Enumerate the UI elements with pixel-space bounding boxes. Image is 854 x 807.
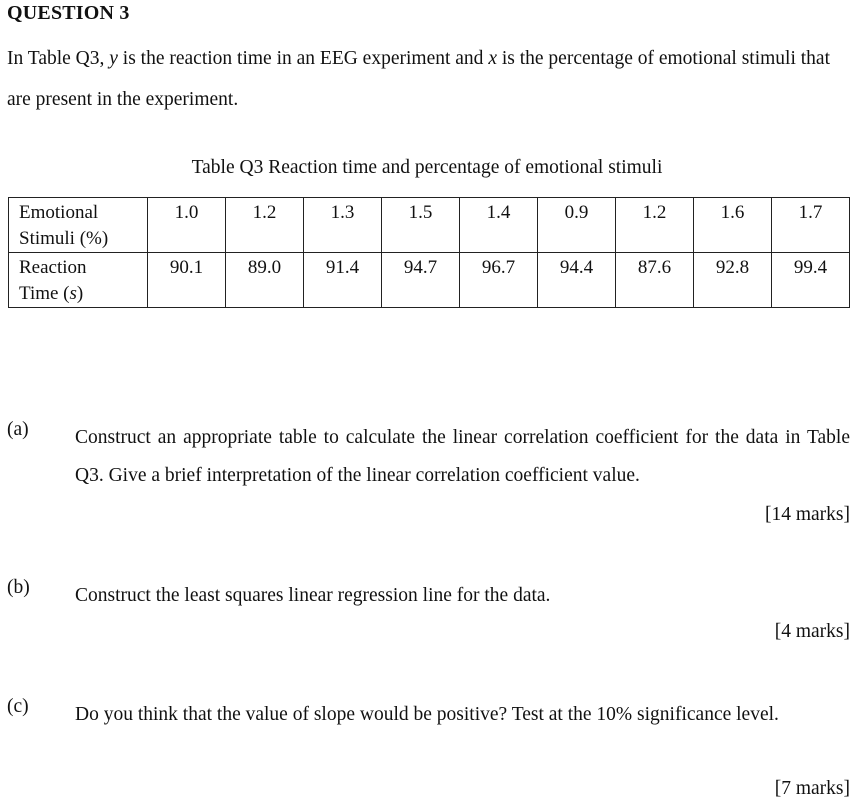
table-cell: 1.3 <box>304 198 382 253</box>
intro-text-3: is the percentage of emotional stimuli that are present in the experiment. <box>7 48 831 110</box>
table-cell: 90.1 <box>148 253 226 308</box>
table-row-reaction-time <box>9 253 850 308</box>
row-label-line1: Reaction <box>19 257 87 278</box>
part-c-marks: [7 marks] <box>774 778 850 799</box>
var-x: x <box>488 48 497 69</box>
intro-text-1: In Table Q3, <box>7 48 110 69</box>
table-row-emotional-stimuli <box>9 198 850 253</box>
table-cell: 1.4 <box>460 198 538 253</box>
part-a-label: (a) <box>7 419 29 440</box>
intro-text-2: is the reaction time in an EEG experiment and <box>117 48 489 69</box>
table-cell: 89.0 <box>226 253 304 308</box>
row-label-line2-post: ) <box>76 283 84 304</box>
table-cell: 87.6 <box>616 253 694 308</box>
var-y: y <box>109 48 118 69</box>
table-cell: 96.7 <box>460 253 538 308</box>
table-cell: 1.6 <box>694 198 772 253</box>
data-table <box>8 197 850 308</box>
row-label-unit-var: s <box>69 283 77 304</box>
table-cell: 1.2 <box>616 198 694 253</box>
row-label-emotional-stimuli <box>9 198 148 253</box>
table-cell: 1.5 <box>382 198 460 253</box>
table-cell: 1.0 <box>148 198 226 253</box>
part-b-text: Construct the least squares linear regression line for the data. <box>75 585 551 606</box>
part-a-text: Construct an appropriate table to calculate the linear correlation coefficient for the data in Table Q3. Give a brief interpretation of the linear correlation coefficient value. <box>75 427 850 486</box>
table-caption: Table Q3 Reaction time and percentage of emotional stimuli <box>191 157 663 178</box>
table-cell: 94.4 <box>538 253 616 308</box>
table-cell: 1.2 <box>226 198 304 253</box>
row-label-line2-pre: Time ( <box>19 283 70 304</box>
part-c-label: (c) <box>7 696 29 717</box>
part-a-marks: [14 marks] <box>764 504 850 525</box>
part-b-marks: [4 marks] <box>774 621 850 642</box>
table-cell: 91.4 <box>304 253 382 308</box>
row-label-line2: Stimuli (%) <box>19 228 109 249</box>
table-cell: 99.4 <box>772 253 850 308</box>
table-cell: 1.7 <box>772 198 850 253</box>
table-cell: 94.7 <box>382 253 460 308</box>
part-b-label: (b) <box>7 577 30 598</box>
question-intro <box>7 38 852 120</box>
table-cell: 0.9 <box>538 198 616 253</box>
row-label-line1: Emotional <box>19 202 99 223</box>
question-heading: QUESTION 3 <box>7 2 130 24</box>
table-cell: 92.8 <box>694 253 772 308</box>
part-c-text: Do you think that the value of slope would be positive? Test at the 10% significance level. <box>75 704 779 725</box>
row-label-reaction-time <box>9 253 148 308</box>
